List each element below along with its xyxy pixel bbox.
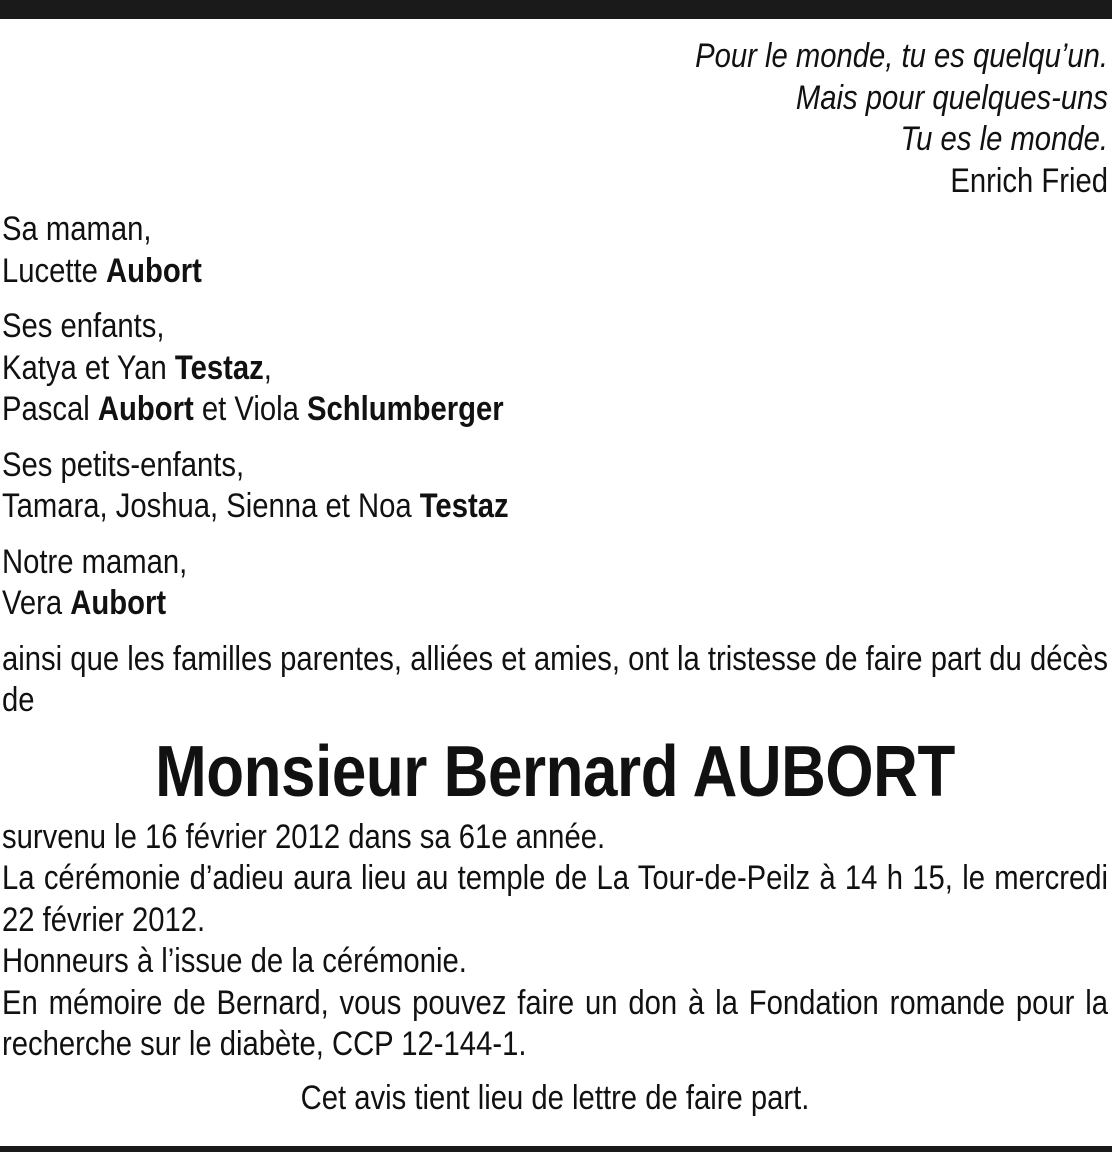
relation-label: Notre maman, [2, 542, 188, 581]
details-line-2: La cérémonie d’adieu aura lieu au temple de La Tour-de-Peilz à 14 h 15, le mercredi 22 février 2012. [2, 859, 1108, 939]
announcement-intro: ainsi que les familles parentes, alliées et amies, ont la tristesse de faire part du décès de [2, 639, 1108, 719]
family-group-mother [2, 209, 1108, 292]
relation-label: Sa maman, [2, 210, 152, 248]
family-member [2, 486, 1108, 528]
last-name: Aubort [97, 390, 194, 428]
family-list [2, 209, 1108, 625]
family-member [2, 583, 1108, 625]
first-name: Lucette [2, 251, 98, 290]
obituary-notice [2, 36, 1108, 1119]
epigraph-line-1: Pour le monde, tu es quelqu’un. [695, 37, 1108, 75]
epigraph-line-2: Mais pour quelques-uns [795, 78, 1108, 117]
details-line-4: En mémoire de Bernard, vous pouvez faire un don à la Fondation romande pour la recherche sur le diabète, CCP 12-144-1. [2, 983, 1108, 1063]
family-group-children [2, 306, 1108, 431]
details-line-1: survenu le 16 février 2012 dans sa 61e année. [2, 817, 606, 856]
epigraph-author: Enrich Fried [950, 161, 1108, 200]
last-name: Testaz [419, 487, 509, 525]
bottom-rule [0, 1146, 1112, 1152]
family-member [2, 389, 1108, 431]
epigraph-line-3: Tu es le monde. [900, 120, 1108, 158]
family-group-grandchildren [2, 445, 1108, 528]
relation-label: Ses enfants, [2, 307, 165, 345]
family-member [2, 251, 1108, 293]
first-name: Pascal [2, 390, 90, 428]
details-line-3: Honneurs à l’issue de la cérémonie. [2, 942, 467, 980]
first-name: Vera [2, 584, 63, 622]
relation-label: Ses petits-enfants, [2, 445, 245, 484]
last-name: Aubort [106, 251, 202, 290]
closing-note: Cet avis tient lieu de lettre de faire part. [300, 1078, 810, 1117]
top-rule [0, 0, 1112, 19]
deceased-name: Monsieur Bernard AUBORT [155, 731, 955, 812]
connector-text: et Viola [201, 390, 299, 428]
epigraph-quote [2, 36, 1108, 202]
last-name: Aubort [70, 584, 167, 622]
first-name: Tamara, Joshua, Sienna et Noa [2, 487, 412, 525]
punctuation: , [263, 348, 272, 387]
family-group-our-mother [2, 542, 1108, 625]
ceremony-details [2, 817, 1108, 1066]
last-name: Testaz [174, 348, 264, 387]
first-name: Katya et Yan [2, 348, 167, 387]
last-name: Schlumberger [306, 390, 504, 428]
family-member [2, 348, 1108, 390]
